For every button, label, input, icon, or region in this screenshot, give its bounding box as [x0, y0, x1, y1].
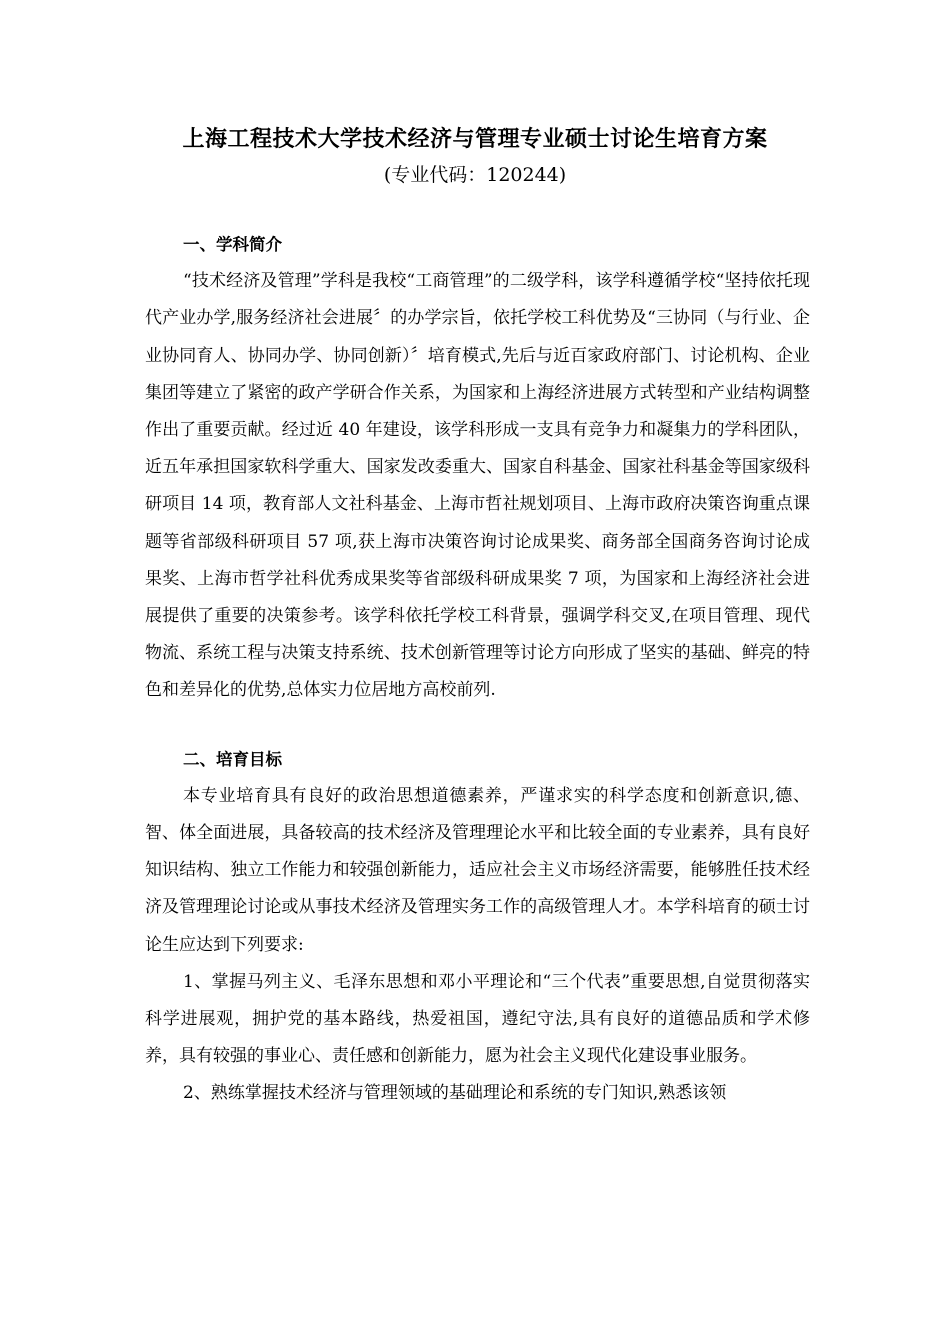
paragraph: 本专业培育具有良好的政治思想道德素养，严谨求实的科学态度和创新意识,德、智、体全面进展，具备较高的技术经济及管理理论水平和比较全面的专业素养，具有良好知识结构、独立工作能力和较强创新能力，适应社会主义市场经济需要，能够胜任技术经济及管理理论讨论或从事技术经济及管理实务工作的高级管理人才。本学科培育的硕士讨论生应达到下列要求: [145, 785, 810, 955]
section-spacer [145, 710, 810, 741]
section-heading: 一、学科简介 [183, 235, 282, 254]
requirement-item: 2、熟练掌握技术经济与管理领域的基础理论和系统的专门知识,熟悉该领 [183, 1083, 727, 1104]
requirement-item: 1、掌握马列主义、毛泽东思想和邓小平理论和“三个代表”重要思想,自觉贯彻落实科学进展观，拥护党的基本路线，热爱祖国，遵纪守法,具有良好的道德品质和学术修养，具有较强的事业心、责任感和创新能力，愿为社会主义现代化建设事业服务。 [145, 971, 810, 1067]
section-discipline-intro [145, 226, 810, 710]
section-heading: 二、培育目标 [183, 749, 282, 769]
document-body [145, 226, 810, 1113]
paragraph: “技术经济及管理”学科是我校“工商管理”的二级学科，该学科遵循学校“坚持依托现代产业办学,服务经济社会进展〞的办学宗旨，依托学校工科优势及“三协同（与行业、企业协同育人、协同办学、协同创新）〞培育模式,先后与近百家政府部门、讨论机构、企业集团等建立了紧密的政产学研合作关系，为国家和上海经济进展方式转型和产业结构调整作出了重要贡献。经过近 40 年建设，该学科形成一支具有竞争力和凝集力的学科团队，近五年承担国家软科学重大、国家发改委重大、国家自科基金、国家社科基金等国家级科研项目 14 项，教育部人文社科基金、上海市哲社规划项目、上海市政府决策咨询重点课题等省部级科研项目 57 项,获上海市决策咨询讨论成果奖、商务部全国商务咨询讨论成果奖、上海市哲学社科优秀成果奖等省部级科研成果奖 7 项，为国家和上海经济社会进展提供了重要的决策参考。该学科依托学校工科背景，强调学科交叉,在项目管理、现代物流、系统工程与决策支持系统、技术创新管理等讨论方向形成了坚实的基础、鲜亮的特色和差异化的优势,总体实力位居地方高校前列. [145, 271, 810, 701]
section-training-goals [145, 741, 810, 1113]
document-subtitle: (专业代码：120244) [383, 164, 567, 186]
document-title: 上海工程技术大学技术经济与管理专业硕士讨论生培育方案 [182, 127, 768, 152]
